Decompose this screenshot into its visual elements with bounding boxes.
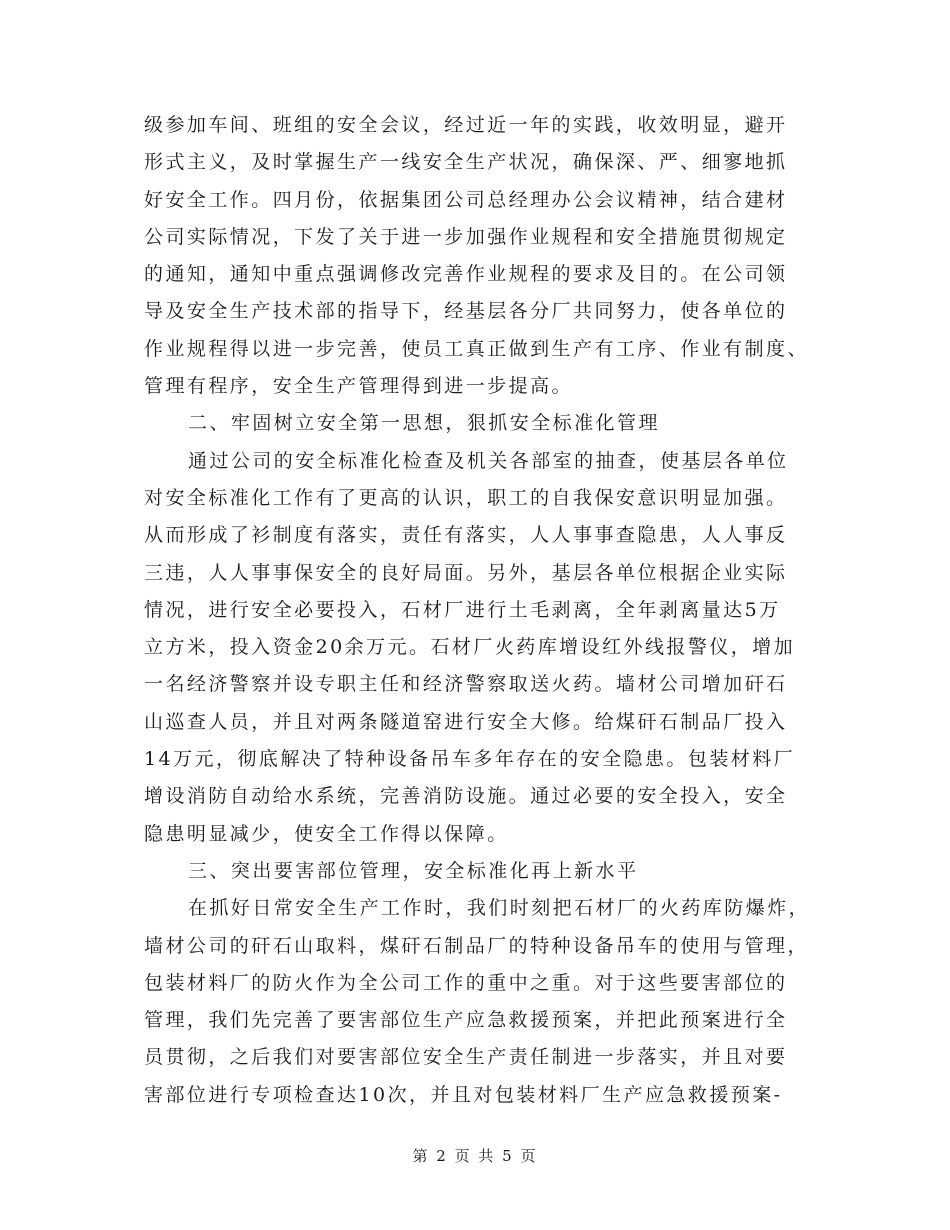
text-line: 增设消防自动给水系统，完善消防设施。通过必要的安全投入，安全 — [144, 785, 788, 808]
text-line: 从而形成了衫制度有落实，责任有落实，人人事事查隐患，人人事反 — [144, 524, 788, 547]
text-line: 通过公司的安全标准化检查及机关各部室的抽查，使基层各单位 — [188, 449, 789, 472]
text-line: 在抓好日常安全生产工作时，我们时刻把石材厂的火药库防爆炸， — [188, 897, 811, 920]
text-line: 隐患明显减少，使安全工作得以保障。 — [144, 822, 509, 845]
page-number-footer: 第 2 页 共 5 页 — [412, 1147, 538, 1165]
text-line: 对安全标准化工作有了更高的认识，职工的自我保安意识明显加强。 — [144, 486, 788, 509]
text-line: 形式主义，及时掌握生产一线安全生产状况，确保深、严、细寥地抓 — [144, 151, 788, 174]
text-line: 山巡查人员，并且对两条隧道窑进行安全大修。给煤矸石制品厂投入 — [144, 710, 788, 733]
text-line: 公司实际情况，下发了关于进一步加强作业规程和安全措施贯彻规定 — [144, 225, 788, 248]
text-line: 管理有程序，安全生产管理得到进一步提高。 — [144, 375, 574, 398]
text-line: 害部位进行专项检查达10次，并且对包装材料厂生产应急救援预案- — [144, 1083, 783, 1106]
text-line: 墙材公司的矸石山取料，煤矸石制品厂的特种设备吊车的使用与管理， — [144, 934, 809, 957]
text-line: 三、突出要害部位管理，安全标准化再上新水平 — [188, 859, 639, 882]
text-line: 好安全工作。四月份，依据集团公司总经理办公会议精神，结合建材 — [144, 188, 788, 211]
document-body — [144, 107, 811, 1114]
text-line: 员贯彻，之后我们对要害部位安全生产责任制进一步落实，并且对要 — [144, 1046, 788, 1069]
text-line: 三违，人人事事保安全的良好局面。另外，基层各单位根据企业实际 — [144, 561, 788, 584]
text-line: 作业规程得以进一步完善，使员工真正做到生产有工序、作业有制度、 — [144, 337, 809, 360]
text-line: 一名经济警察并设专职主任和经济警察取送火药。墙材公司增加矸石 — [144, 673, 788, 696]
text-line: 包装材料厂的防火作为全公司工作的重中之重。对于这些要害部位的 — [144, 971, 788, 994]
text-line: 级参加车间、班组的安全会议，经过近一年的实践，收效明显，避开 — [144, 114, 788, 136]
text-line: 情况，进行安全必要投入，石材厂进行土毛剥离，全年剥离量达5万 — [144, 598, 781, 621]
text-line: 立方米，投入资金20余万元。石材厂火药库增设红外线报警仪，增加 — [144, 636, 796, 659]
text-line: 的通知，通知中重点强调修改完善作业规程的要求及目的。在公司领 — [144, 263, 788, 286]
text-line: 导及安全生产技术部的指导下，经基层各分厂共同努力，使各单位的 — [144, 300, 788, 323]
text-line: 二、牢固树立安全第一思想，狠抓安全标准化管理 — [188, 412, 660, 435]
text-line: 14万元，彻底解决了特种设备吊车多年存在的安全隐患。包装材料厂 — [144, 748, 796, 771]
text-line: 管理，我们先完善了要害部位生产应急救援预案，并把此预案进行全 — [144, 1009, 788, 1032]
